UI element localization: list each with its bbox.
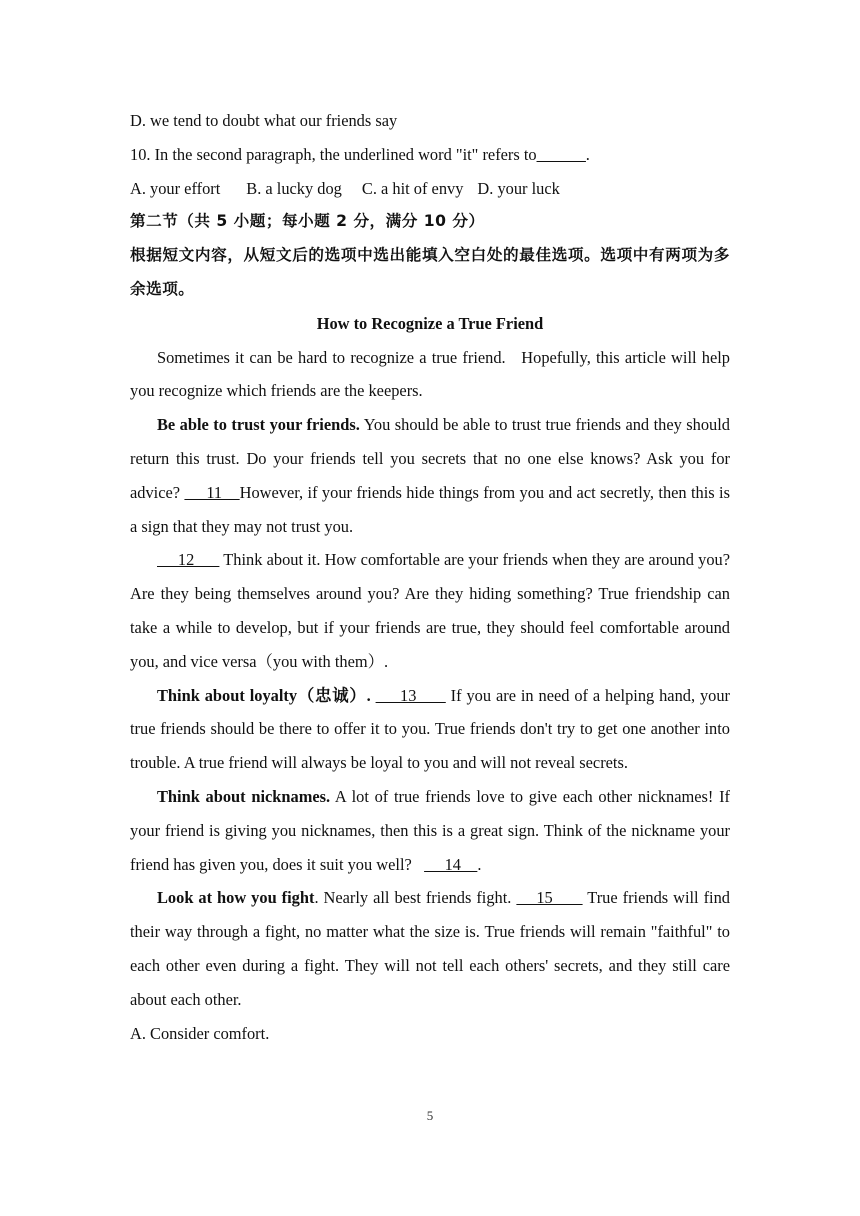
- paragraph-nicknames-end: .: [477, 854, 482, 874]
- q10-end: .: [585, 144, 590, 164]
- q10-option-a: A. your effort: [130, 178, 221, 198]
- q10-options: [130, 172, 730, 206]
- article-title: How to Recognize a True Friend: [316, 313, 544, 333]
- page-content: [130, 104, 735, 1050]
- blank-13: 13: [375, 685, 446, 705]
- q10-option-d: D. your luck: [477, 178, 560, 198]
- page-number: 5: [426, 1108, 434, 1123]
- paragraph-loyalty: [130, 679, 730, 780]
- paragraph-fight-heading: Look at how you fight: [157, 888, 315, 908]
- paragraph-trust-heading: Be able to trust your friends.: [157, 415, 360, 435]
- paragraph-intro: Sometimes it can be hard to recognize a true friend. Hopefully, this article will help you recognize which friends are the keepers.: [130, 347, 735, 401]
- blank-12: 12: [157, 550, 220, 570]
- paragraph-fight-text: . Nearly all best friends fight.: [314, 888, 517, 908]
- blank-11: 11: [184, 482, 240, 502]
- paragraph-trust-after: However, if your friends hide things from you and act secretly, then this is a sign that they may not trust you.: [130, 482, 730, 536]
- q9-option-d: D. we tend to doubt what our friends say: [130, 111, 398, 130]
- paragraph-fight-after: True friends will find their way through a fight, no matter what the size is. True friends will remain "faithful" to each other even during a fight. They will not tell each others' secrets, and they still care about each other.: [130, 888, 730, 1009]
- section-instruction: 根据短文内容，从短文后的选项中选出能填入空白处的最佳选项。选项中有两项为多余选项。: [130, 246, 730, 298]
- blank-15: 15: [516, 888, 583, 908]
- paragraph-comfort-text: Think about it. How comfortable are your friends when they are around you? Are they being themselves around you? Are they hiding something? True friendship can take a while to develop, but if your friends are true, they should feel comfortable around you, and vice versa（you with them）.: [130, 550, 730, 671]
- paragraph-nicknames-heading: Think about nicknames.: [157, 786, 331, 806]
- paragraph-loyalty-heading: Think about loyalty（忠诚）.: [157, 685, 371, 705]
- q10-option-b: B. a lucky dog: [246, 178, 342, 198]
- paragraph-comfort: [130, 543, 730, 678]
- option-a: A. Consider comfort.: [130, 1023, 270, 1043]
- q10-blank: ______: [536, 144, 586, 164]
- blank-14: 14: [424, 854, 478, 874]
- paragraph-nicknames-text: A lot of true friends love to give each other nicknames! If your friend is giving you nicknames, then this is a great sign. Think of the nickname your friend has given you, does it suit you well?: [130, 786, 735, 874]
- q10-option-c: C. a hit of envy: [361, 178, 464, 198]
- paragraph-trust: [130, 408, 730, 543]
- paragraph-loyalty-text: If you are in need of a helping hand, your true friends should be there to offer it to you. True friends don't try to get one another into trouble. A true friend will always be loyal to you and will not reveal secrets.: [130, 685, 730, 773]
- question-10: [130, 138, 730, 172]
- paragraph-fight: [130, 881, 730, 1016]
- paragraph-nicknames: [130, 780, 735, 881]
- section-heading: 第二节（共 5 小题；每小题 2 分，满分 10 分）: [130, 212, 485, 231]
- paragraph-trust-text: You should be able to trust true friends and they should return this trust. Do your friends tell you secrets that no one else knows? Ask you for advice?: [130, 415, 730, 502]
- q10-stem: 10. In the second paragraph, the underlined word "it" refers to: [130, 144, 537, 164]
